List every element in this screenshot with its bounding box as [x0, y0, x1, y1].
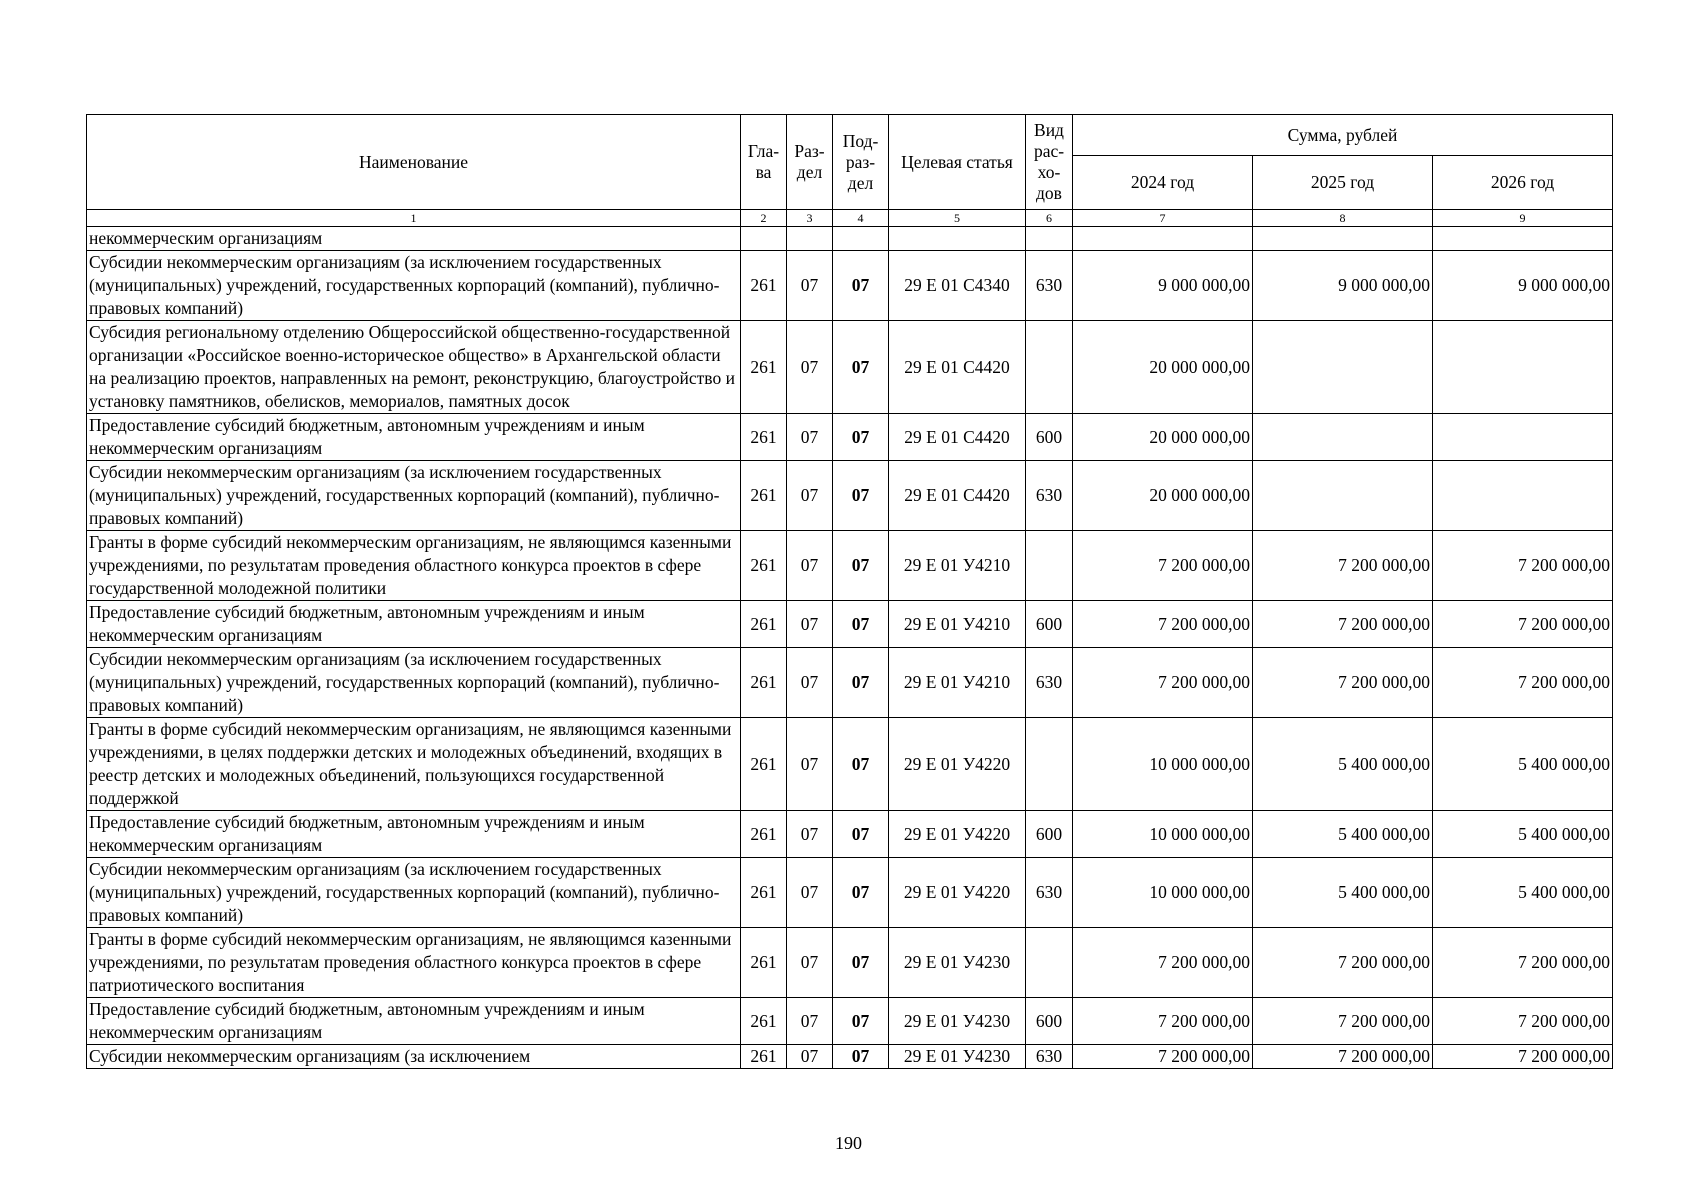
column-number: 2 — [741, 210, 787, 227]
cell-sum-2024: 7 200 000,00 — [1073, 928, 1253, 998]
cell-sum-2024: 20 000 000,00 — [1073, 461, 1253, 531]
cell-name: Субсидии некоммерческим организациям (за исключением государственных (муниципальных) учреждений, государственных корпораций (компаний), публично-правовых компаний) — [87, 858, 741, 928]
cell-vid-raskhodov — [1026, 227, 1073, 251]
cell-sum-2026: 5 400 000,00 — [1433, 858, 1613, 928]
header-year-2025: 2025 год — [1253, 156, 1433, 210]
cell-podrazdel — [833, 227, 889, 251]
cell-glava: 261 — [741, 414, 787, 461]
cell-tselevaya-statya: 29 Е 01 У4210 — [889, 648, 1026, 718]
cell-sum-2025: 5 400 000,00 — [1253, 811, 1433, 858]
cell-name: Субсидии некоммерческим организациям (за исключением государственных (муниципальных) учреждений, государственных корпораций (компаний), публично-правовых компаний) — [87, 648, 741, 718]
cell-glava: 261 — [741, 531, 787, 601]
cell-podrazdel: 07 — [833, 321, 889, 414]
cell-podrazdel: 07 — [833, 648, 889, 718]
cell-vid-raskhodov: 600 — [1026, 601, 1073, 648]
cell-sum-2026: 7 200 000,00 — [1433, 648, 1613, 718]
cell-sum-2024: 20 000 000,00 — [1073, 414, 1253, 461]
cell-glava: 261 — [741, 321, 787, 414]
column-number: 1 — [87, 210, 741, 227]
header-glava: Гла-ва — [741, 115, 787, 210]
cell-sum-2025: 9 000 000,00 — [1253, 251, 1433, 321]
cell-sum-2025 — [1253, 461, 1433, 531]
cell-podrazdel: 07 — [833, 251, 889, 321]
cell-sum-2025: 7 200 000,00 — [1253, 601, 1433, 648]
cell-vid-raskhodov: 600 — [1026, 811, 1073, 858]
cell-sum-2024: 7 200 000,00 — [1073, 998, 1253, 1045]
cell-vid-raskhodov — [1026, 718, 1073, 811]
cell-sum-2026: 7 200 000,00 — [1433, 1045, 1613, 1069]
cell-sum-2024: 20 000 000,00 — [1073, 321, 1253, 414]
cell-name: Предоставление субсидий бюджетным, автономным учреждениям и иным некоммерческим организациям — [87, 601, 741, 648]
cell-podrazdel: 07 — [833, 461, 889, 531]
cell-vid-raskhodov: 630 — [1026, 858, 1073, 928]
cell-tselevaya-statya: 29 Е 01 У4210 — [889, 601, 1026, 648]
cell-razdel: 07 — [787, 648, 833, 718]
cell-sum-2026: 7 200 000,00 — [1433, 601, 1613, 648]
cell-sum-2025 — [1253, 414, 1433, 461]
column-number: 5 — [889, 210, 1026, 227]
cell-tselevaya-statya: 29 Е 01 У4230 — [889, 1045, 1026, 1069]
cell-podrazdel: 07 — [833, 858, 889, 928]
cell-sum-2025 — [1253, 321, 1433, 414]
cell-sum-2024: 10 000 000,00 — [1073, 858, 1253, 928]
cell-glava: 261 — [741, 1045, 787, 1069]
cell-name: Субсидии некоммерческим организациям (за исключением государственных (муниципальных) учреждений, государственных корпораций (компаний), публично-правовых компаний) — [87, 251, 741, 321]
cell-sum-2025: 7 200 000,00 — [1253, 998, 1433, 1045]
table-row — [87, 858, 1613, 928]
cell-razdel: 07 — [787, 1045, 833, 1069]
cell-sum-2026: 7 200 000,00 — [1433, 531, 1613, 601]
cell-glava: 261 — [741, 648, 787, 718]
table-row — [87, 251, 1613, 321]
column-number: 3 — [787, 210, 833, 227]
header-year-2024: 2024 год — [1073, 156, 1253, 210]
cell-razdel: 07 — [787, 998, 833, 1045]
cell-sum-2026: 7 200 000,00 — [1433, 998, 1613, 1045]
table-row — [87, 227, 1613, 251]
cell-tselevaya-statya: 29 Е 01 С4420 — [889, 321, 1026, 414]
cell-podrazdel: 07 — [833, 998, 889, 1045]
cell-podrazdel: 07 — [833, 531, 889, 601]
cell-name: некоммерческим организациям — [87, 227, 741, 251]
header-podrazdel: Под-раз-дел — [833, 115, 889, 210]
cell-sum-2025: 7 200 000,00 — [1253, 648, 1433, 718]
cell-podrazdel: 07 — [833, 718, 889, 811]
table-row — [87, 461, 1613, 531]
cell-sum-2025: 5 400 000,00 — [1253, 718, 1433, 811]
cell-name: Предоставление субсидий бюджетным, автономным учреждениям и иным некоммерческим организациям — [87, 998, 741, 1045]
cell-tselevaya-statya: 29 Е 01 С4340 — [889, 251, 1026, 321]
cell-glava: 261 — [741, 601, 787, 648]
cell-sum-2026 — [1433, 414, 1613, 461]
header-name: Наименование — [87, 115, 741, 210]
cell-razdel: 07 — [787, 811, 833, 858]
cell-tselevaya-statya: 29 Е 01 У4220 — [889, 718, 1026, 811]
cell-name: Предоставление субсидий бюджетным, автономным учреждениям и иным некоммерческим организациям — [87, 414, 741, 461]
table-row — [87, 414, 1613, 461]
cell-tselevaya-statya: 29 Е 01 У4230 — [889, 998, 1026, 1045]
cell-name: Субсидия региональному отделению Общероссийской общественно-государственной организации «Российское военно-историческое общество» в Архангельской области на реализацию проектов, направленных на ремонт, реконструкцию, благоустройство и установку памятников, обелисков, мемориалов, памятных досок — [87, 321, 741, 414]
cell-vid-raskhodov — [1026, 531, 1073, 601]
table-row — [87, 811, 1613, 858]
cell-name: Предоставление субсидий бюджетным, автономным учреждениям и иным некоммерческим организациям — [87, 811, 741, 858]
cell-tselevaya-statya: 29 Е 01 У4220 — [889, 858, 1026, 928]
cell-name: Субсидии некоммерческим организациям (за исключением государственных (муниципальных) учреждений, государственных корпораций (компаний), публично-правовых компаний) — [87, 461, 741, 531]
cell-podrazdel: 07 — [833, 928, 889, 998]
cell-sum-2025 — [1253, 227, 1433, 251]
cell-sum-2026: 7 200 000,00 — [1433, 928, 1613, 998]
cell-name: Гранты в форме субсидий некоммерческим организациям, не являющимся казенными учреждениями, по результатам проведения областного конкурса проектов в сфере государственной молодежной политики — [87, 531, 741, 601]
table-row — [87, 321, 1613, 414]
cell-razdel — [787, 227, 833, 251]
table-row — [87, 928, 1613, 998]
header-summa: Сумма, рублей — [1073, 115, 1613, 156]
cell-sum-2024: 10 000 000,00 — [1073, 718, 1253, 811]
cell-vid-raskhodov: 600 — [1026, 414, 1073, 461]
cell-podrazdel: 07 — [833, 1045, 889, 1069]
cell-sum-2024: 7 200 000,00 — [1073, 531, 1253, 601]
cell-glava: 261 — [741, 251, 787, 321]
budget-table — [86, 114, 1613, 1069]
cell-sum-2026 — [1433, 227, 1613, 251]
cell-vid-raskhodov — [1026, 928, 1073, 998]
cell-vid-raskhodov: 630 — [1026, 461, 1073, 531]
cell-sum-2024: 9 000 000,00 — [1073, 251, 1253, 321]
cell-sum-2026 — [1433, 461, 1613, 531]
cell-tselevaya-statya — [889, 227, 1026, 251]
cell-sum-2024: 7 200 000,00 — [1073, 648, 1253, 718]
cell-sum-2024: 10 000 000,00 — [1073, 811, 1253, 858]
header-tselevaya-statya: Целевая статья — [889, 115, 1026, 210]
cell-glava: 261 — [741, 811, 787, 858]
cell-glava: 261 — [741, 461, 787, 531]
cell-razdel: 07 — [787, 601, 833, 648]
cell-razdel: 07 — [787, 858, 833, 928]
cell-razdel: 07 — [787, 251, 833, 321]
cell-sum-2024 — [1073, 227, 1253, 251]
cell-vid-raskhodov: 630 — [1026, 251, 1073, 321]
cell-sum-2025: 7 200 000,00 — [1253, 531, 1433, 601]
cell-tselevaya-statya: 29 Е 01 У4220 — [889, 811, 1026, 858]
cell-sum-2024: 7 200 000,00 — [1073, 1045, 1253, 1069]
cell-glava: 261 — [741, 998, 787, 1045]
header-vid-raskhodov: Вид рас-хо-дов — [1026, 115, 1073, 210]
table-row — [87, 531, 1613, 601]
column-number: 7 — [1073, 210, 1253, 227]
table-row — [87, 601, 1613, 648]
cell-glava: 261 — [741, 928, 787, 998]
cell-tselevaya-statya: 29 Е 01 У4230 — [889, 928, 1026, 998]
page-number: 190 — [835, 1133, 862, 1153]
column-number: 4 — [833, 210, 889, 227]
cell-vid-raskhodov: 600 — [1026, 998, 1073, 1045]
cell-podrazdel: 07 — [833, 414, 889, 461]
cell-glava: 261 — [741, 858, 787, 928]
cell-sum-2025: 7 200 000,00 — [1253, 928, 1433, 998]
header-razdel: Раз-дел — [787, 115, 833, 210]
table-row — [87, 1045, 1613, 1069]
cell-sum-2024: 7 200 000,00 — [1073, 601, 1253, 648]
cell-glava: 261 — [741, 718, 787, 811]
cell-name: Гранты в форме субсидий некоммерческим организациям, не являющимся казенными учреждениями, в целях поддержки детских и молодежных объединений, входящих в реестр детских и молодежных объединений, пользующихся государственной поддержкой — [87, 718, 741, 811]
cell-vid-raskhodov: 630 — [1026, 1045, 1073, 1069]
cell-tselevaya-statya: 29 Е 01 С4420 — [889, 461, 1026, 531]
cell-vid-raskhodov — [1026, 321, 1073, 414]
cell-name: Субсидии некоммерческим организациям (за исключением — [87, 1045, 741, 1069]
cell-sum-2025: 7 200 000,00 — [1253, 1045, 1433, 1069]
table-row — [87, 648, 1613, 718]
cell-sum-2026: 5 400 000,00 — [1433, 718, 1613, 811]
cell-tselevaya-statya: 29 Е 01 С4420 — [889, 414, 1026, 461]
column-number: 6 — [1026, 210, 1073, 227]
cell-sum-2026 — [1433, 321, 1613, 414]
cell-razdel: 07 — [787, 718, 833, 811]
column-number: 8 — [1253, 210, 1433, 227]
column-number-row — [87, 210, 1613, 227]
cell-razdel: 07 — [787, 414, 833, 461]
header-year-2026: 2026 год — [1433, 156, 1613, 210]
cell-sum-2026: 9 000 000,00 — [1433, 251, 1613, 321]
column-number: 9 — [1433, 210, 1613, 227]
table-row — [87, 718, 1613, 811]
cell-razdel: 07 — [787, 531, 833, 601]
cell-sum-2026: 5 400 000,00 — [1433, 811, 1613, 858]
cell-podrazdel: 07 — [833, 601, 889, 648]
cell-tselevaya-statya: 29 Е 01 У4210 — [889, 531, 1026, 601]
cell-name: Гранты в форме субсидий некоммерческим организациям, не являющимся казенными учреждениями, по результатам проведения областного конкурса проектов в сфере патриотического воспитания — [87, 928, 741, 998]
cell-glava — [741, 227, 787, 251]
table-row — [87, 998, 1613, 1045]
cell-razdel: 07 — [787, 321, 833, 414]
cell-sum-2025: 5 400 000,00 — [1253, 858, 1433, 928]
cell-vid-raskhodov: 630 — [1026, 648, 1073, 718]
cell-razdel: 07 — [787, 928, 833, 998]
cell-razdel: 07 — [787, 461, 833, 531]
cell-podrazdel: 07 — [833, 811, 889, 858]
table-body — [87, 227, 1613, 1069]
